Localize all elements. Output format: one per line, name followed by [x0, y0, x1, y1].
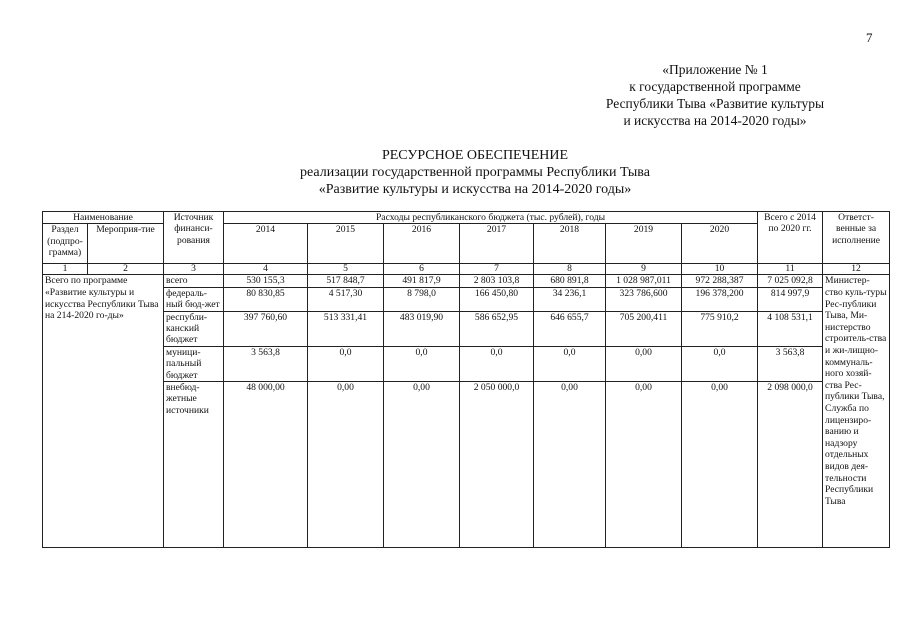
column-number: 2 — [88, 264, 164, 275]
column-number: 1 — [43, 264, 88, 275]
header-year: 2017 — [460, 224, 534, 264]
table-row — [43, 346, 890, 381]
value-cell: 2 803 103,8 — [460, 275, 534, 287]
title-line: реализации государственной программы Республики Тыва — [300, 165, 650, 180]
value-cell: 34 236,1 — [534, 287, 606, 311]
value-cell: 0,00 — [606, 382, 682, 548]
value-cell: 8 798,0 — [384, 287, 460, 311]
header-year: 2014 — [224, 224, 308, 264]
resource-table — [42, 211, 890, 548]
header-istochnik: Источник финанси-рования — [164, 212, 224, 264]
total-cell: 3 563,8 — [758, 346, 823, 381]
table-row — [43, 311, 890, 346]
value-cell: 4 517,30 — [308, 287, 384, 311]
header-year: 2020 — [682, 224, 758, 264]
value-cell: 0,0 — [384, 346, 460, 381]
value-cell: 775 910,2 — [682, 311, 758, 346]
value-cell: 705 200,411 — [606, 311, 682, 346]
value-cell: 0,0 — [308, 346, 384, 381]
column-number: 3 — [164, 264, 224, 275]
header-year: 2018 — [534, 224, 606, 264]
appendix-note — [565, 61, 865, 129]
table-row — [43, 287, 890, 311]
value-cell: 0,0 — [534, 346, 606, 381]
column-number: 4 — [224, 264, 308, 275]
header-meropriyatie: Мероприя-тие — [88, 224, 164, 264]
value-cell: 166 450,80 — [460, 287, 534, 311]
value-cell: 2 050 000,0 — [460, 382, 534, 548]
value-cell: 80 830,85 — [224, 287, 308, 311]
value-cell: 0,00 — [606, 346, 682, 381]
header-otvetstvennye: Ответст-венные за исполнение — [823, 212, 890, 264]
total-cell: 4 108 531,1 — [758, 311, 823, 346]
value-cell: 0,0 — [460, 346, 534, 381]
appendix-line: к государственной программе — [629, 79, 801, 94]
title-line: РЕСУРСНОЕ ОБЕСПЕЧЕНИЕ — [381, 148, 569, 163]
source-cell: внебюд-жетные источники — [164, 382, 224, 548]
source-cell: всего — [164, 275, 224, 287]
document-title — [180, 147, 770, 198]
page-number: 7 — [866, 30, 873, 45]
source-cell: республи-канский бюджет — [164, 311, 224, 346]
value-cell: 1 028 987,011 — [606, 275, 682, 287]
value-cell: 3 563,8 — [224, 346, 308, 381]
column-number: 10 — [682, 264, 758, 275]
value-cell: 0,00 — [534, 382, 606, 548]
total-cell: 2 098 000,0 — [758, 382, 823, 548]
source-cell: муници-пальный бюджет — [164, 346, 224, 381]
value-cell: 48 000,00 — [224, 382, 308, 548]
value-cell: 483 019,90 — [384, 311, 460, 346]
value-cell: 397 760,60 — [224, 311, 308, 346]
value-cell: 491 817,9 — [384, 275, 460, 287]
column-number: 6 — [384, 264, 460, 275]
total-cell: 7 025 092,8 — [758, 275, 823, 287]
program-name: Всего по программе «Развитие культуры и искусства Республики Тыва на 214-2020 го-ды» — [43, 275, 164, 548]
header-row — [43, 212, 890, 224]
column-number: 11 — [758, 264, 823, 275]
column-number: 12 — [823, 264, 890, 275]
value-cell: 513 331,41 — [308, 311, 384, 346]
responsible-cell: Министер-ство куль-туры Рес-публики Тыва, Ми-нистерство строитель-ства и жи-лищно-коммуналь-ного хозяй-ства Рес-публики Тыва, Служба по лицензиро-ванию и надзору отдельных видов дея-тельности Республики Тыва — [823, 275, 890, 548]
value-cell: 323 786,600 — [606, 287, 682, 311]
value-cell: 0,00 — [682, 382, 758, 548]
table-row — [43, 382, 890, 548]
value-cell: 196 378,200 — [682, 287, 758, 311]
value-cell: 0,0 — [682, 346, 758, 381]
value-cell: 972 288,387 — [682, 275, 758, 287]
value-cell: 517 848,7 — [308, 275, 384, 287]
column-number: 5 — [308, 264, 384, 275]
table-row — [43, 275, 890, 287]
appendix-line: Республики Тыва «Развитие культуры — [605, 96, 825, 111]
title-line: «Развитие культуры и искусства на 2014-2020 годы» — [318, 182, 632, 197]
header-year: 2015 — [308, 224, 384, 264]
value-cell: 586 652,95 — [460, 311, 534, 346]
value-cell: 530 155,3 — [224, 275, 308, 287]
value-cell: 0,00 — [384, 382, 460, 548]
header-naimenovanie: Наименование — [43, 212, 164, 224]
total-cell: 814 997,9 — [758, 287, 823, 311]
column-number: 7 — [460, 264, 534, 275]
value-cell: 646 655,7 — [534, 311, 606, 346]
appendix-line: и искусства на 2014-2020 годы» — [623, 113, 807, 128]
header-year: 2019 — [606, 224, 682, 264]
source-cell: федераль-ный бюд-жет — [164, 287, 224, 311]
column-number-row — [43, 264, 890, 275]
value-cell: 680 891,8 — [534, 275, 606, 287]
value-cell: 0,00 — [308, 382, 384, 548]
header-year: 2016 — [384, 224, 460, 264]
column-number: 9 — [606, 264, 682, 275]
header-raskhody: Расходы республиканского бюджета (тыс. рублей), годы — [224, 212, 758, 224]
column-number: 8 — [534, 264, 606, 275]
appendix-line: «Приложение № 1 — [662, 62, 768, 77]
header-razdel: Раздел (подпро-грамма) — [43, 224, 88, 264]
header-vsego: Всего с 2014 по 2020 гг. — [758, 212, 823, 264]
